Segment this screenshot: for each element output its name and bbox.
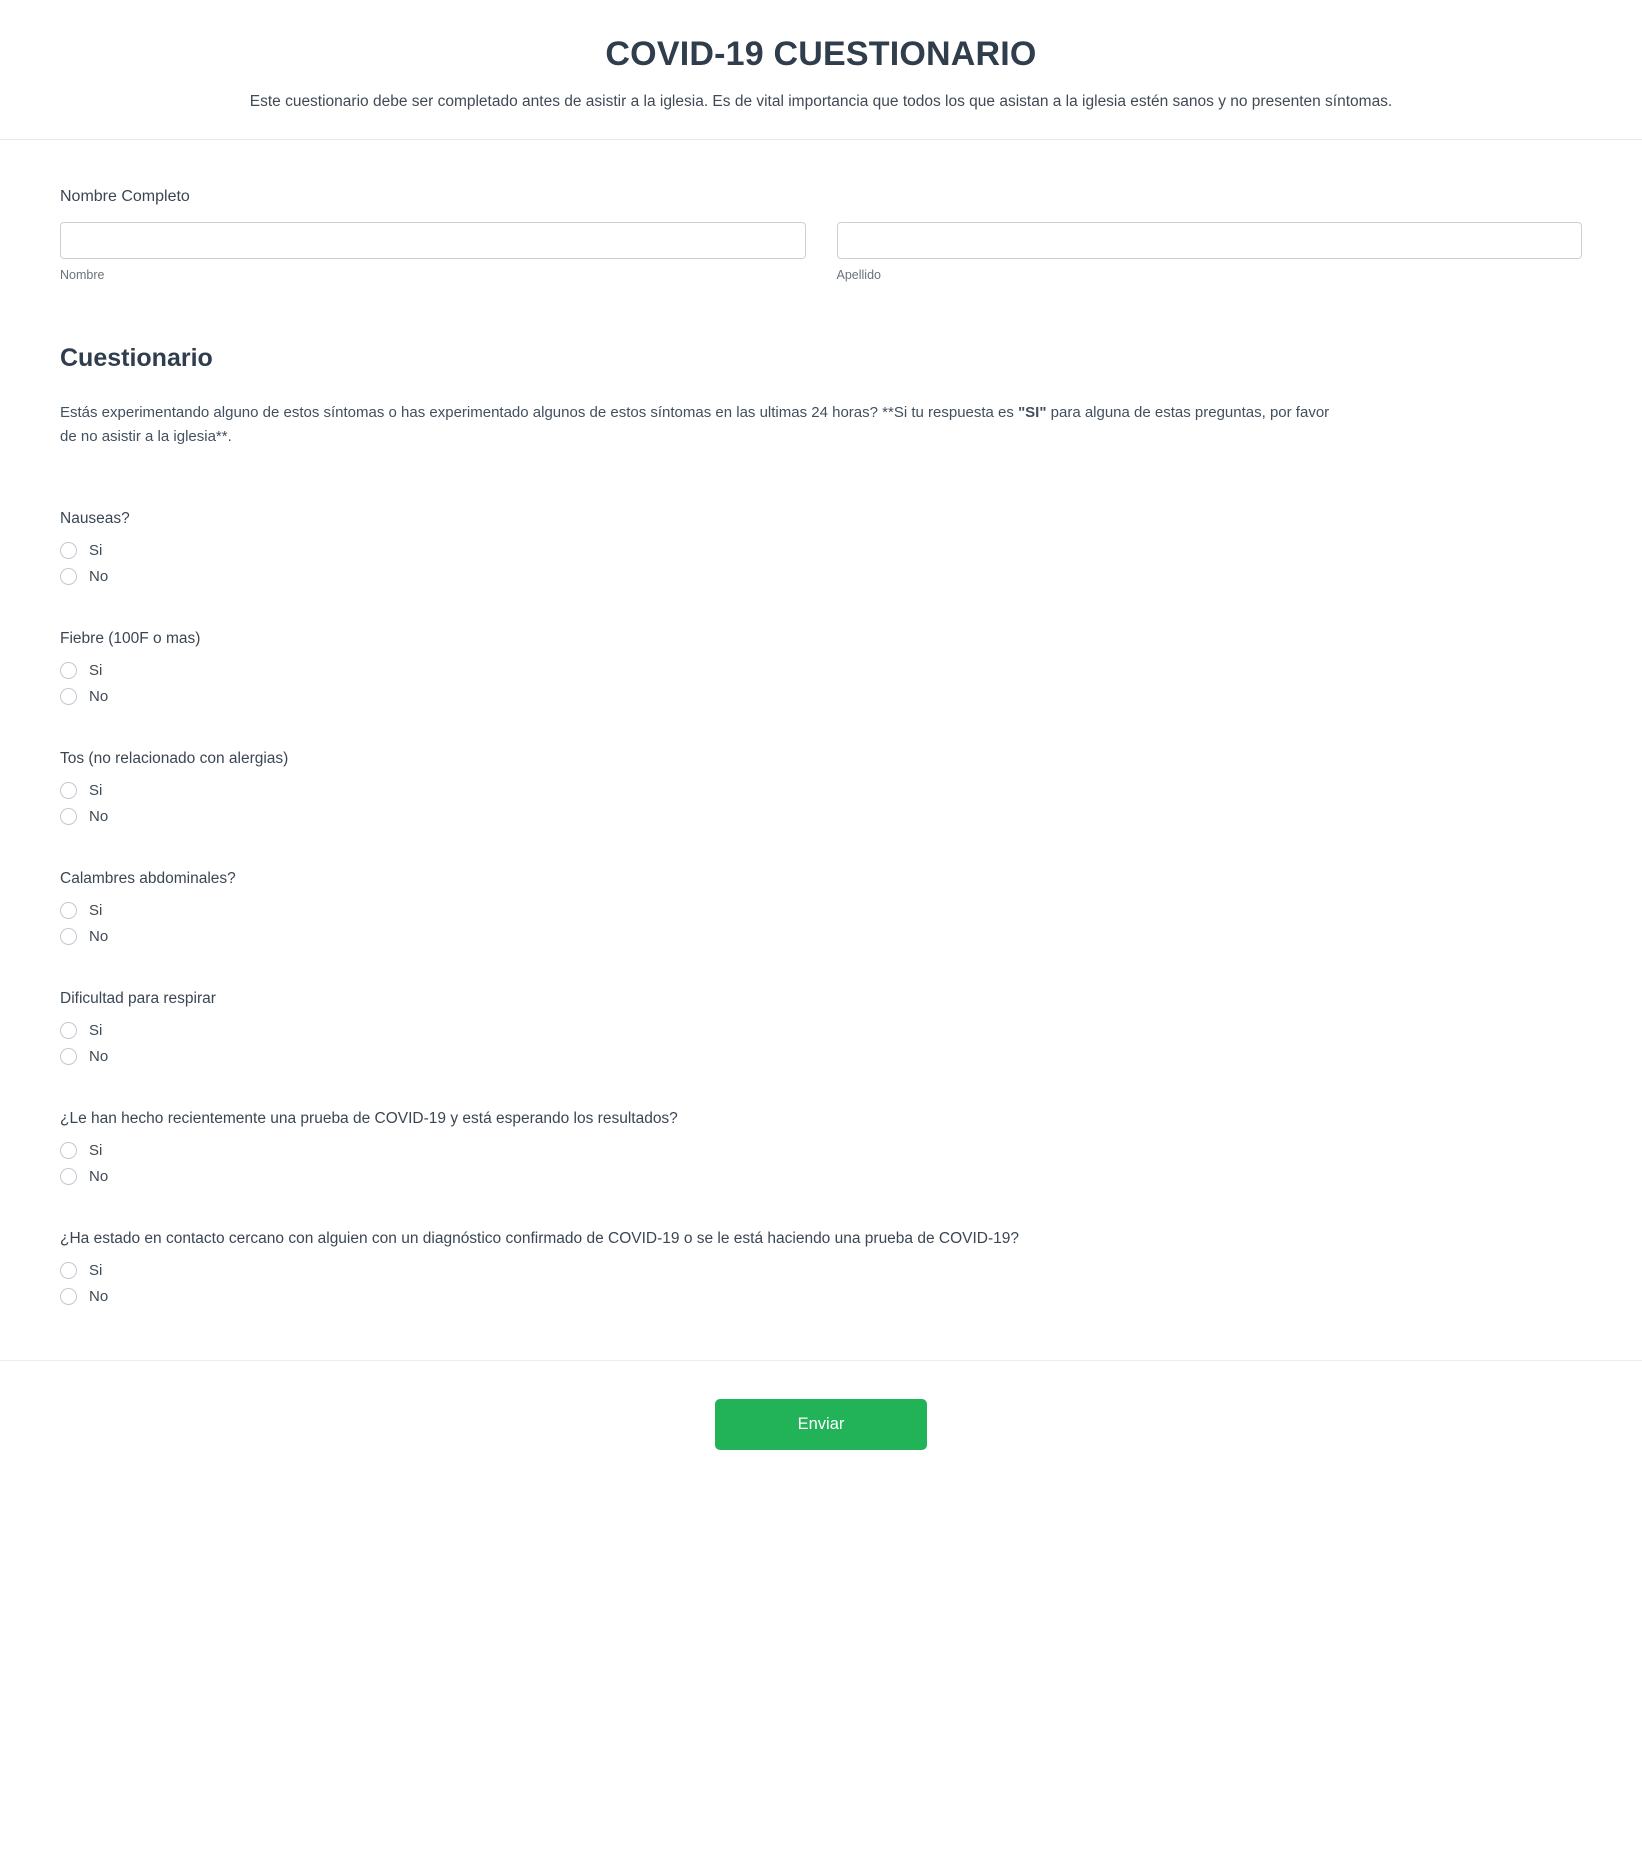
radio-option-label: Si bbox=[89, 781, 103, 799]
radio-option[interactable] bbox=[60, 1288, 1582, 1305]
radio-icon[interactable] bbox=[60, 542, 77, 559]
radio-icon[interactable] bbox=[60, 1022, 77, 1039]
radio-icon[interactable] bbox=[60, 1142, 77, 1159]
radio-option[interactable] bbox=[60, 688, 1582, 705]
question-label: Fiebre (100F o mas) bbox=[60, 629, 201, 647]
radio-icon[interactable] bbox=[60, 568, 77, 585]
radio-icon[interactable] bbox=[60, 1288, 77, 1305]
radio-icon[interactable] bbox=[60, 1168, 77, 1185]
question-label: Tos (no relacionado con alergias) bbox=[60, 749, 289, 767]
radio-option-label: Si bbox=[89, 1021, 103, 1039]
full-name-field-group bbox=[60, 188, 1582, 282]
section-description bbox=[60, 401, 1335, 448]
question-block bbox=[60, 750, 1582, 825]
radio-icon[interactable] bbox=[60, 688, 77, 705]
question-label: Nauseas? bbox=[60, 509, 130, 527]
question-block bbox=[60, 1230, 1582, 1305]
radio-option[interactable] bbox=[60, 1142, 1582, 1159]
name-row bbox=[60, 222, 1582, 282]
form-body bbox=[0, 140, 1642, 1361]
last-name-input[interactable] bbox=[837, 222, 1583, 259]
last-name-column bbox=[837, 222, 1583, 282]
first-name-sublabel: Nombre bbox=[60, 268, 105, 283]
radio-option[interactable] bbox=[60, 928, 1582, 945]
radio-option[interactable] bbox=[60, 568, 1582, 585]
radio-option[interactable] bbox=[60, 1048, 1582, 1065]
radio-option-label: No bbox=[89, 687, 109, 705]
form-header bbox=[0, 0, 1642, 140]
first-name-input[interactable] bbox=[60, 222, 806, 259]
radio-option[interactable] bbox=[60, 782, 1582, 799]
radio-option-label: No bbox=[89, 807, 109, 825]
question-label: Calambres abdominales? bbox=[60, 869, 236, 887]
radio-option-label: Si bbox=[89, 661, 103, 679]
radio-option-label: Si bbox=[89, 541, 103, 559]
form-subtitle: Este cuestionario debe ser completado antes de asistir a la iglesia. Es de vital importancia que todos los que asistan a la iglesia estén sanos y no presenten síntomas. bbox=[249, 92, 1393, 110]
question-label: ¿Le han hecho recientemente una prueba de COVID-19 y está esperando los resultados? bbox=[60, 1109, 678, 1127]
section-heading-cuestionario: Cuestionario bbox=[60, 344, 213, 373]
section-description-emphasis: "SI" bbox=[1018, 404, 1047, 422]
question-block bbox=[60, 510, 1582, 585]
radio-icon[interactable] bbox=[60, 808, 77, 825]
radio-option[interactable] bbox=[60, 1262, 1582, 1279]
radio-icon[interactable] bbox=[60, 928, 77, 945]
question-block bbox=[60, 990, 1582, 1065]
radio-option-label: No bbox=[89, 567, 109, 585]
radio-icon[interactable] bbox=[60, 662, 77, 679]
last-name-sublabel: Apellido bbox=[836, 268, 881, 283]
question-block bbox=[60, 870, 1582, 945]
form-footer bbox=[0, 1361, 1642, 1500]
question-label: ¿Ha estado en contacto cercano con alguien con un diagnóstico confirmado de COVID-19 o se le está haciendo una prueba de COVID-19? bbox=[60, 1229, 1020, 1247]
full-name-label: Nombre Completo bbox=[60, 188, 190, 206]
radio-option[interactable] bbox=[60, 542, 1582, 559]
radio-option[interactable] bbox=[60, 1022, 1582, 1039]
question-block bbox=[60, 1110, 1582, 1185]
radio-option[interactable] bbox=[60, 662, 1582, 679]
radio-option-label: Si bbox=[89, 1261, 103, 1279]
radio-option[interactable] bbox=[60, 1168, 1582, 1185]
radio-option-label: No bbox=[89, 1287, 109, 1305]
section-description-part2: para alguna de estas preguntas, por favor de no asistir a la iglesia**. bbox=[60, 404, 1330, 445]
radio-icon[interactable] bbox=[60, 782, 77, 799]
first-name-column bbox=[60, 222, 806, 282]
radio-option-label: No bbox=[89, 1047, 109, 1065]
radio-option[interactable] bbox=[60, 902, 1582, 919]
page-title: COVID-19 CUESTIONARIO bbox=[605, 35, 1037, 73]
section-description-part1: Estás experimentando alguno de estos síntomas o has experimentado algunos de estos síntomas en las ultimas 24 horas? **Si tu respuesta es bbox=[60, 404, 1019, 422]
radio-option-label: Si bbox=[89, 1141, 103, 1159]
radio-icon[interactable] bbox=[60, 1048, 77, 1065]
radio-option-label: No bbox=[89, 927, 109, 945]
question-block bbox=[60, 630, 1582, 705]
radio-option[interactable] bbox=[60, 808, 1582, 825]
radio-option-label: No bbox=[89, 1167, 109, 1185]
radio-icon[interactable] bbox=[60, 1262, 77, 1279]
submit-button[interactable]: Enviar bbox=[715, 1399, 927, 1450]
radio-icon[interactable] bbox=[60, 902, 77, 919]
radio-option-label: Si bbox=[89, 901, 103, 919]
question-label: Dificultad para respirar bbox=[60, 989, 216, 1007]
